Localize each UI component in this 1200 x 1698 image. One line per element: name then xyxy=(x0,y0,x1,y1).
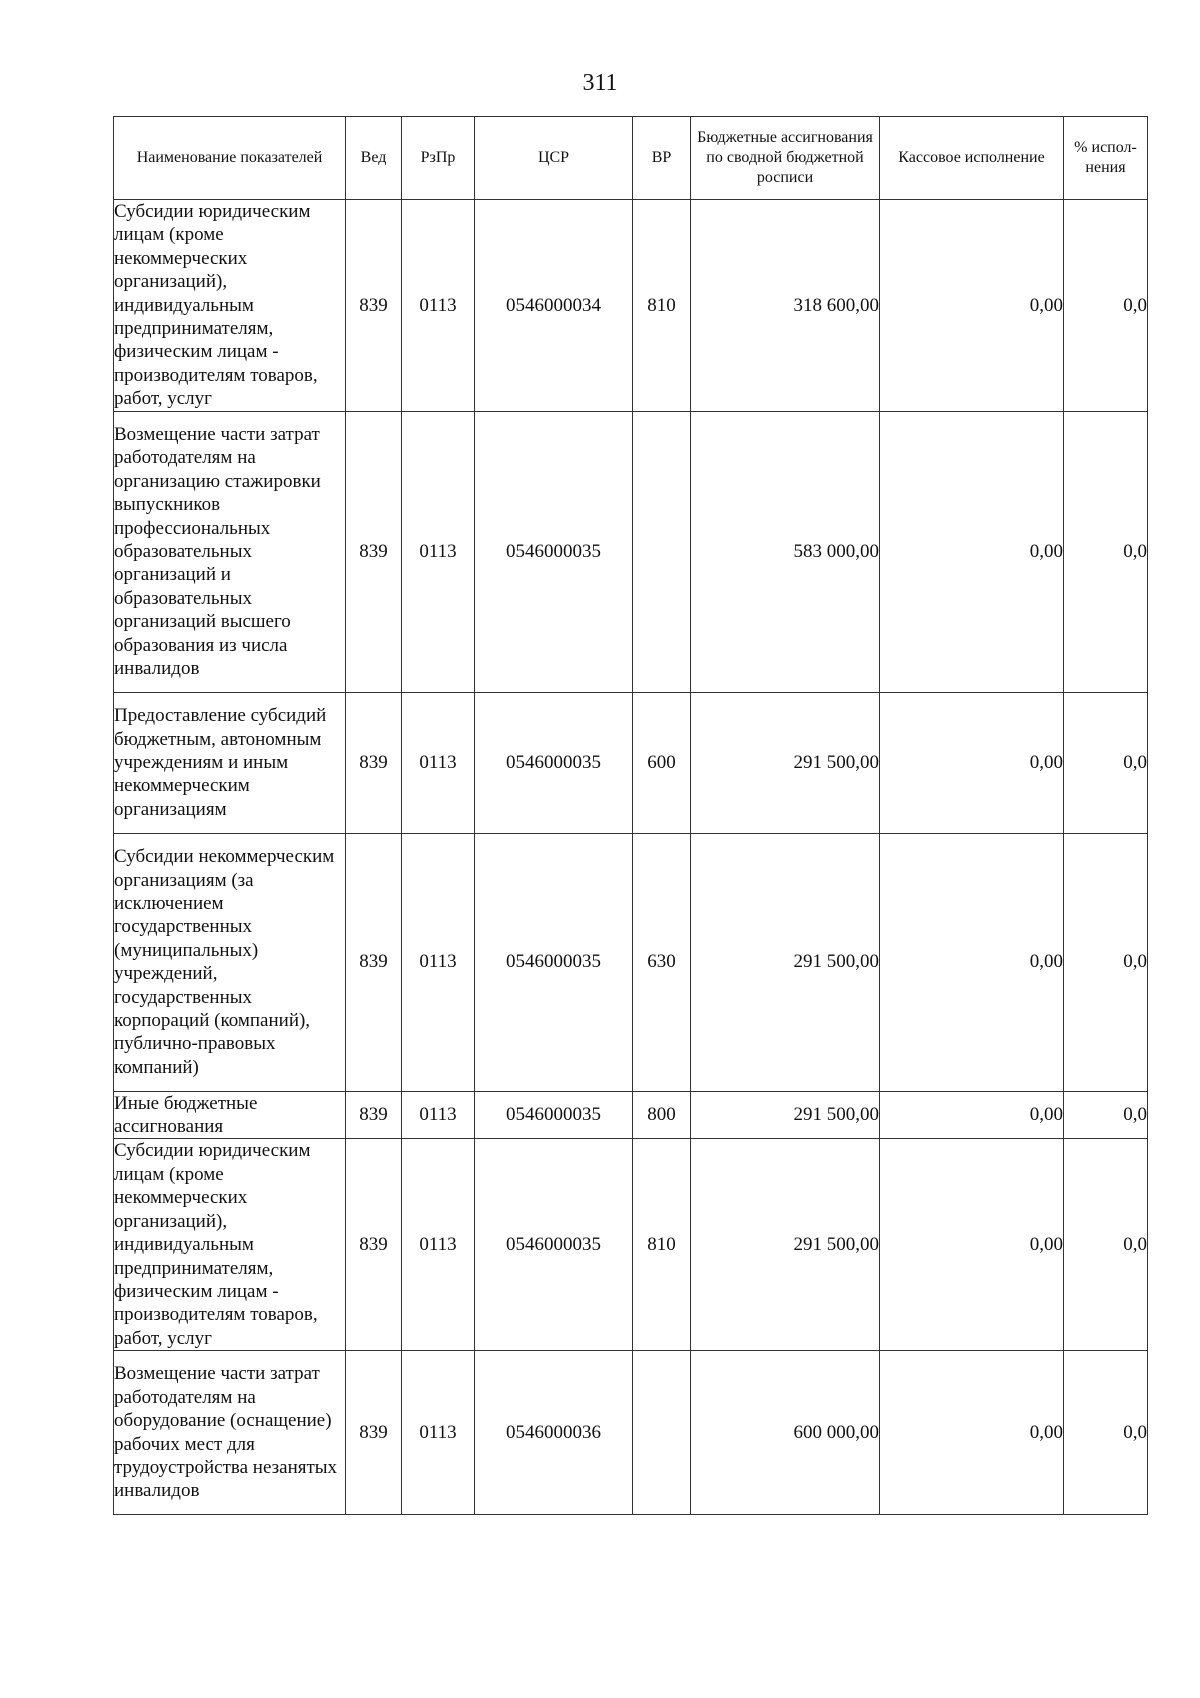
cell-budget: 600 000,00 xyxy=(691,1351,880,1515)
cell-ved: 839 xyxy=(346,833,402,1091)
cell-vr xyxy=(633,411,691,692)
cell-budget: 291 500,00 xyxy=(691,1091,880,1139)
header-ved: Вед xyxy=(346,117,402,200)
cell-executed: 0,00 xyxy=(880,1139,1064,1351)
cell-name: Предоставление субсидий бюджетным, автономным учреждениям и иным некоммерческим организациям xyxy=(114,692,346,833)
header-rzpr: РзПр xyxy=(402,117,475,200)
cell-budget: 318 600,00 xyxy=(691,200,880,412)
cell-percent: 0,0 xyxy=(1064,1139,1148,1351)
cell-rzpr: 0113 xyxy=(402,1351,475,1515)
table-row xyxy=(114,1091,1148,1139)
cell-name: Возмещение части затрат работодателям на оборудование (оснащение) рабочих мест для трудоустройства незанятых инвалидов xyxy=(114,1351,346,1515)
cell-rzpr: 0113 xyxy=(402,1091,475,1139)
cell-csr: 0546000034 xyxy=(475,200,633,412)
table-row xyxy=(114,200,1148,412)
cell-vr: 810 xyxy=(633,1139,691,1351)
cell-name: Возмещение части затрат работодателям на организацию стажировки выпускников профессиональных образовательных организаций и образовательных организаций высшего образования из числа инвалидов xyxy=(114,411,346,692)
table-row xyxy=(114,692,1148,833)
cell-budget: 291 500,00 xyxy=(691,1139,880,1351)
cell-budget: 291 500,00 xyxy=(691,833,880,1091)
cell-csr: 0546000036 xyxy=(475,1351,633,1515)
cell-ved: 839 xyxy=(346,692,402,833)
table-row xyxy=(114,411,1148,692)
cell-percent: 0,0 xyxy=(1064,833,1148,1091)
cell-executed: 0,00 xyxy=(880,411,1064,692)
cell-vr: 800 xyxy=(633,1091,691,1139)
cell-ved: 839 xyxy=(346,1139,402,1351)
cell-vr: 630 xyxy=(633,833,691,1091)
cell-budget: 291 500,00 xyxy=(691,692,880,833)
cell-rzpr: 0113 xyxy=(402,411,475,692)
cell-percent: 0,0 xyxy=(1064,1091,1148,1139)
cell-name: Субсидии некоммерческим организациям (за исключением государственных (муниципальных) учреждений, государственных корпораций (компаний), публично-правовых компаний) xyxy=(114,833,346,1091)
cell-vr: 600 xyxy=(633,692,691,833)
cell-rzpr: 0113 xyxy=(402,692,475,833)
table-header-row xyxy=(114,117,1148,200)
table-row xyxy=(114,1139,1148,1351)
header-name: Наименование показателей xyxy=(114,117,346,200)
cell-ved: 839 xyxy=(346,411,402,692)
cell-rzpr: 0113 xyxy=(402,833,475,1091)
cell-ved: 839 xyxy=(346,1091,402,1139)
header-budget: Бюджетные ассигнования по сводной бюджетной росписи xyxy=(691,117,880,200)
cell-csr: 0546000035 xyxy=(475,1139,633,1351)
cell-executed: 0,00 xyxy=(880,833,1064,1091)
budget-table xyxy=(113,116,1148,1515)
cell-percent: 0,0 xyxy=(1064,1351,1148,1515)
cell-csr: 0546000035 xyxy=(475,833,633,1091)
cell-csr: 0546000035 xyxy=(475,411,633,692)
cell-rzpr: 0113 xyxy=(402,200,475,412)
table-row xyxy=(114,833,1148,1091)
cell-executed: 0,00 xyxy=(880,1351,1064,1515)
cell-executed: 0,00 xyxy=(880,1091,1064,1139)
header-vr: ВР xyxy=(633,117,691,200)
cell-executed: 0,00 xyxy=(880,692,1064,833)
header-csr: ЦСР xyxy=(475,117,633,200)
cell-ved: 839 xyxy=(346,200,402,412)
header-executed: Кассовое исполнение xyxy=(880,117,1064,200)
cell-executed: 0,00 xyxy=(880,200,1064,412)
cell-name: Субсидии юридическим лицам (кроме некоммерческих организаций), индивидуальным предпринимателям, физическим лицам - производителям товаров, работ, услуг xyxy=(114,1139,346,1351)
cell-percent: 0,0 xyxy=(1064,200,1148,412)
table-row xyxy=(114,1351,1148,1515)
cell-name: Иные бюджетные ассигнования xyxy=(114,1091,346,1139)
cell-rzpr: 0113 xyxy=(402,1139,475,1351)
cell-budget: 583 000,00 xyxy=(691,411,880,692)
cell-percent: 0,0 xyxy=(1064,411,1148,692)
cell-percent: 0,0 xyxy=(1064,692,1148,833)
cell-vr xyxy=(633,1351,691,1515)
cell-csr: 0546000035 xyxy=(475,692,633,833)
cell-vr: 810 xyxy=(633,200,691,412)
cell-ved: 839 xyxy=(346,1351,402,1515)
header-percent: % испол-нения xyxy=(1064,117,1148,200)
cell-name: Субсидии юридическим лицам (кроме некоммерческих организаций), индивидуальным предпринимателям, физическим лицам - производителям товаров, работ, услуг xyxy=(114,200,346,412)
cell-csr: 0546000035 xyxy=(475,1091,633,1139)
page-number: 311 xyxy=(582,70,618,96)
